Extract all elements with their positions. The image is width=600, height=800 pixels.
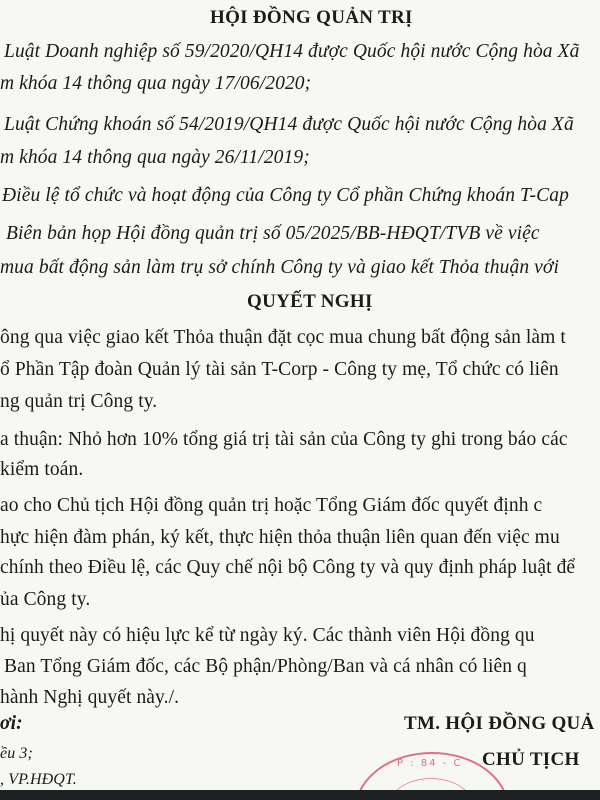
board-heading: HỘI ĐỒNG QUẢN TRỊ bbox=[210, 7, 413, 28]
body-line: ổ Phần Tập đoàn Quản lý tài sản T-Corp - Công ty mẹ, Tổ chức có liên bbox=[0, 359, 559, 380]
body-line: kiểm toán. bbox=[0, 459, 84, 480]
body-line: a thuận: Nhỏ hơn 10% tổng giá trị tài sản của Công ty ghi trong báo các bbox=[0, 429, 568, 450]
seal-text: P : 84 - C bbox=[397, 758, 463, 769]
recipient-item: ều 3; bbox=[0, 745, 33, 762]
signature-on-behalf: TM. HỘI ĐỒNG QUẢ bbox=[404, 713, 595, 734]
body-line: hành Nghị quyết này./. bbox=[0, 687, 180, 708]
body-line: ng quản trị Công ty. bbox=[0, 391, 158, 412]
basis-line: mua bất động sản làm trụ sở chính Công ty và giao kết Thỏa thuận với bbox=[0, 257, 559, 278]
basis-line: Biên bản họp Hội đồng quản trị số 05/2025/BB-HĐQT/TVB về việc bbox=[6, 223, 540, 244]
recipients-label: ơi: bbox=[0, 713, 23, 734]
basis-line: Luật Chứng khoán số 54/2019/QH14 được Quốc hội nước Cộng hòa Xã bbox=[4, 114, 574, 135]
body-line: ủa Công ty. bbox=[0, 589, 91, 610]
body-line: Ban Tổng Giám đốc, các Bộ phận/Phòng/Ban và cá nhân có liên q bbox=[4, 656, 527, 677]
basis-line: m khóa 14 thông qua ngày 26/11/2019; bbox=[0, 147, 310, 168]
body-line: chính theo Điều lệ, các Quy chế nội bộ Công ty và quy định pháp luật để bbox=[0, 557, 576, 578]
screen-edge bbox=[0, 790, 600, 800]
body-line: ao cho Chủ tịch Hội đồng quản trị hoặc Tổng Giám đốc quyết định c bbox=[0, 495, 543, 516]
body-line: hị quyết này có hiệu lực kể từ ngày ký. Các thành viên Hội đồng qu bbox=[0, 625, 535, 646]
body-line: hực hiện đàm phán, ký kết, thực hiện thỏa thuận liên quan đến việc mu bbox=[0, 527, 560, 548]
recipient-item: , VP.HĐQT. bbox=[0, 771, 77, 788]
basis-line: Điều lệ tổ chức và hoạt động của Công ty Cổ phần Chứng khoán T-Cap bbox=[2, 185, 569, 206]
resolution-title: QUYẾT NGHỊ bbox=[247, 291, 373, 312]
basis-line: Luật Doanh nghiệp số 59/2020/QH14 được Quốc hội nước Cộng hòa Xã bbox=[4, 41, 580, 62]
basis-line: m khóa 14 thông qua ngày 17/06/2020; bbox=[0, 73, 312, 94]
signature-title: CHỦ TỊCH bbox=[482, 749, 580, 770]
body-line: ông qua việc giao kết Thỏa thuận đặt cọc mua chung bất động sản làm t bbox=[0, 327, 566, 348]
